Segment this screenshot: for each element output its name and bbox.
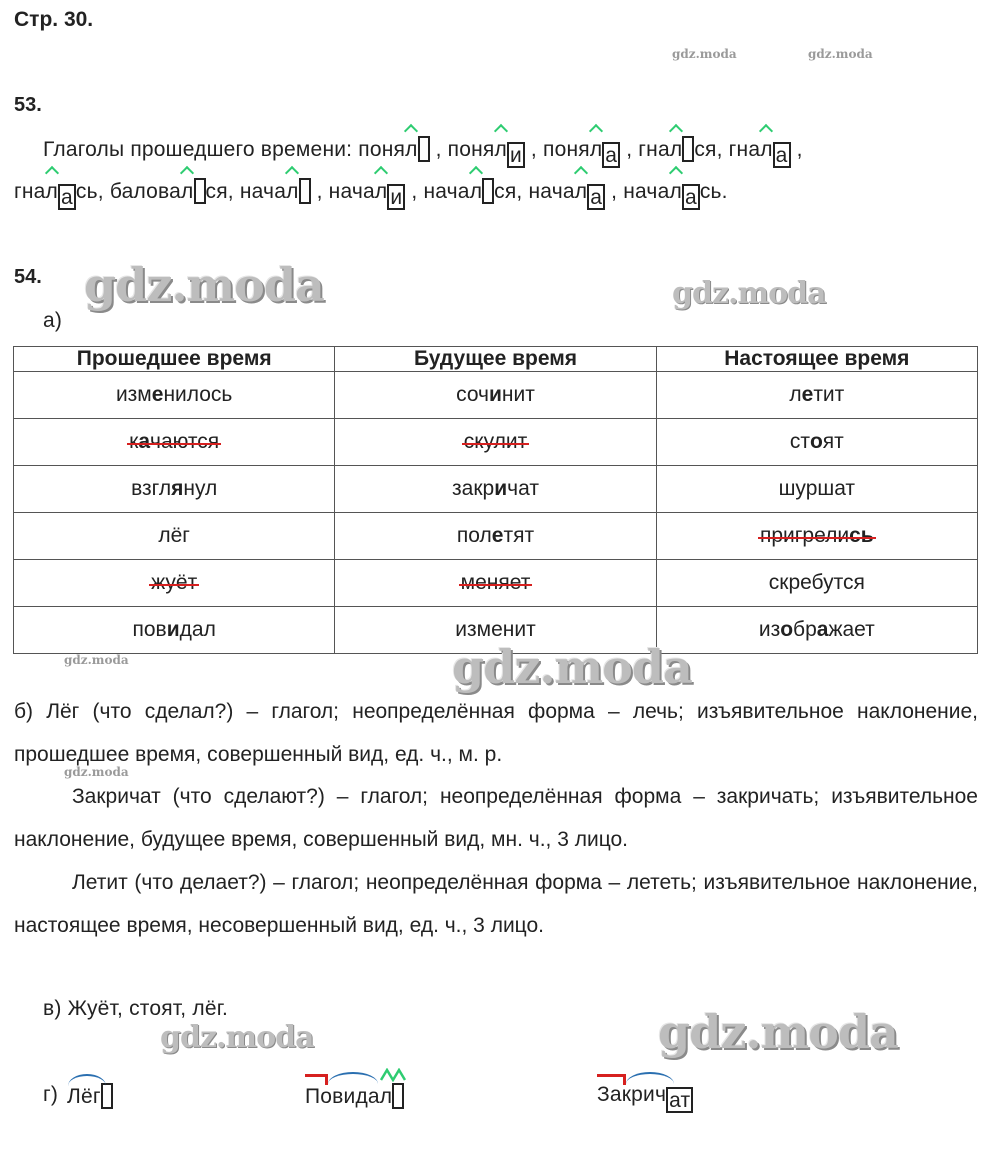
table-cell: качаются <box>14 419 335 466</box>
stress-mark: л <box>405 138 418 161</box>
table-row <box>14 466 978 513</box>
table-row <box>14 419 978 466</box>
verb-word: понял а , <box>536 138 633 167</box>
stress-mark: л <box>286 180 299 203</box>
ending-box <box>482 178 494 204</box>
table-cell: шуршат <box>656 466 977 513</box>
root-arc <box>68 1074 106 1086</box>
stress-mark: л <box>574 180 588 203</box>
table-cell: изображает <box>656 607 977 654</box>
verb-word: начал и , <box>322 180 418 209</box>
table-cell: меняет <box>335 560 656 607</box>
table-cell: изменилось <box>14 372 335 419</box>
part-a-label: а) <box>43 309 63 332</box>
watermark: gdz.moda <box>64 765 129 779</box>
verb-word: гнал ся, <box>632 138 723 161</box>
ending-box <box>101 1083 113 1109</box>
table-cell: скулит <box>335 419 656 466</box>
ending-box: и <box>507 142 525 168</box>
table-cell: летит <box>656 372 977 419</box>
verb-tense-table <box>13 346 978 654</box>
ending-box <box>299 178 311 204</box>
stress-mark: л <box>669 138 683 161</box>
exercise-53-line-2 <box>14 178 728 210</box>
stress-mark: л <box>760 138 773 161</box>
table-cell: жуёт <box>14 560 335 607</box>
table-cell: сочинит <box>335 372 656 419</box>
table-cell: полетят <box>335 513 656 560</box>
table-cell: скребутся <box>656 560 977 607</box>
ending-box: и <box>387 184 405 210</box>
table-header-cell: Будущее время <box>335 347 656 372</box>
exercise-number: 53. <box>14 94 42 116</box>
verb-word: начал ся, <box>417 180 523 203</box>
verb-word: начал , <box>233 180 323 203</box>
verb-word: понял и , <box>441 138 537 167</box>
verb-word: баловал ся, <box>103 180 234 203</box>
suffix-mark <box>380 1068 406 1082</box>
verb-word: начал а сь. <box>617 180 728 209</box>
table-header-cell: Настоящее время <box>656 347 977 372</box>
ending-box <box>194 178 206 204</box>
table-cell: изменит <box>335 607 656 654</box>
table-body <box>14 372 978 654</box>
part-b-paragraph-2: Закричат (что сделают?) – глагол; неопределённая форма – закричать; изъявительное наклонение, будущее время, совершенный вид, мн. ч., 3 лицо. <box>14 785 978 851</box>
table-cell: закричат <box>335 466 656 513</box>
exercise-number: 54. <box>14 266 42 288</box>
root-arc <box>328 1072 378 1084</box>
ending-box: а <box>602 142 620 168</box>
table-cell: пригрелись <box>656 513 977 560</box>
watermark: gdz.moda <box>672 47 737 61</box>
watermark: gdz.moda <box>64 653 129 667</box>
intro-text: Глаголы прошедшего времени: <box>43 138 353 161</box>
watermark: gdz.moda <box>452 640 692 694</box>
prefix-mark <box>597 1074 626 1085</box>
ending-box <box>392 1083 404 1109</box>
morpheme-word-povidal: Повидал <box>305 1083 404 1109</box>
table-cell: взглянул <box>14 466 335 513</box>
ending-box: ат <box>666 1087 693 1113</box>
stress-mark: л <box>589 138 603 161</box>
table-header-row <box>14 347 978 372</box>
watermark: gdz.moda <box>84 258 324 312</box>
stress-mark: л <box>374 180 388 203</box>
table-row <box>14 560 978 607</box>
ending-box: а <box>58 184 76 210</box>
verb-word: начал а , <box>522 180 618 209</box>
part-g-label: г) <box>43 1083 59 1106</box>
ending-box: а <box>682 184 700 210</box>
verb-word: гнал а сь, <box>14 180 104 209</box>
watermark: gdz.moda <box>808 47 873 61</box>
part-b-paragraph-3: Летит (что делает?) – глагол; неопределённая форма – лететь; изъявительное наклонение, настоящее время, несовершенный вид, ед. ч., 3 лицо. <box>14 871 978 937</box>
table-header-cell: Прошедшее время <box>14 347 335 372</box>
root-arc <box>626 1072 674 1084</box>
page-title: Стр. 30. <box>14 8 94 31</box>
ending-box <box>682 136 694 162</box>
watermark: gdz.moda <box>658 1005 898 1059</box>
ending-box: а <box>587 184 605 210</box>
table-cell: лёг <box>14 513 335 560</box>
verb-word: гнал а , <box>722 138 803 167</box>
stress-mark: л <box>494 138 507 161</box>
table-row <box>14 513 978 560</box>
watermark: gdz.moda <box>160 1020 314 1055</box>
table-row <box>14 372 978 419</box>
stress-mark: л <box>669 180 682 203</box>
table-cell: повидал <box>14 607 335 654</box>
stress-mark: л <box>181 180 194 203</box>
exercise-53-line-1 <box>43 136 803 168</box>
morpheme-word-zakrichat: Закрич ат <box>597 1083 693 1113</box>
prefix-mark <box>305 1074 328 1085</box>
table-cell: стоят <box>656 419 977 466</box>
stress-mark: л <box>45 180 59 203</box>
ending-box: а <box>773 142 791 168</box>
part-b-paragraph-1: б) Лёг (что сделал?) – глагол; неопределённая форма – лечь; изъявительное наклонение, прошедшее время, совершенный вид, ед. ч., м. р. <box>14 700 978 766</box>
part-v-text: в) Жуёт, стоят, лёг. <box>43 997 229 1020</box>
ending-box <box>418 136 430 162</box>
watermark: gdz.moda <box>672 276 826 311</box>
morpheme-word-leg: Лёг <box>67 1083 113 1109</box>
verb-word: понял , <box>358 138 442 161</box>
stress-mark: л <box>469 180 483 203</box>
